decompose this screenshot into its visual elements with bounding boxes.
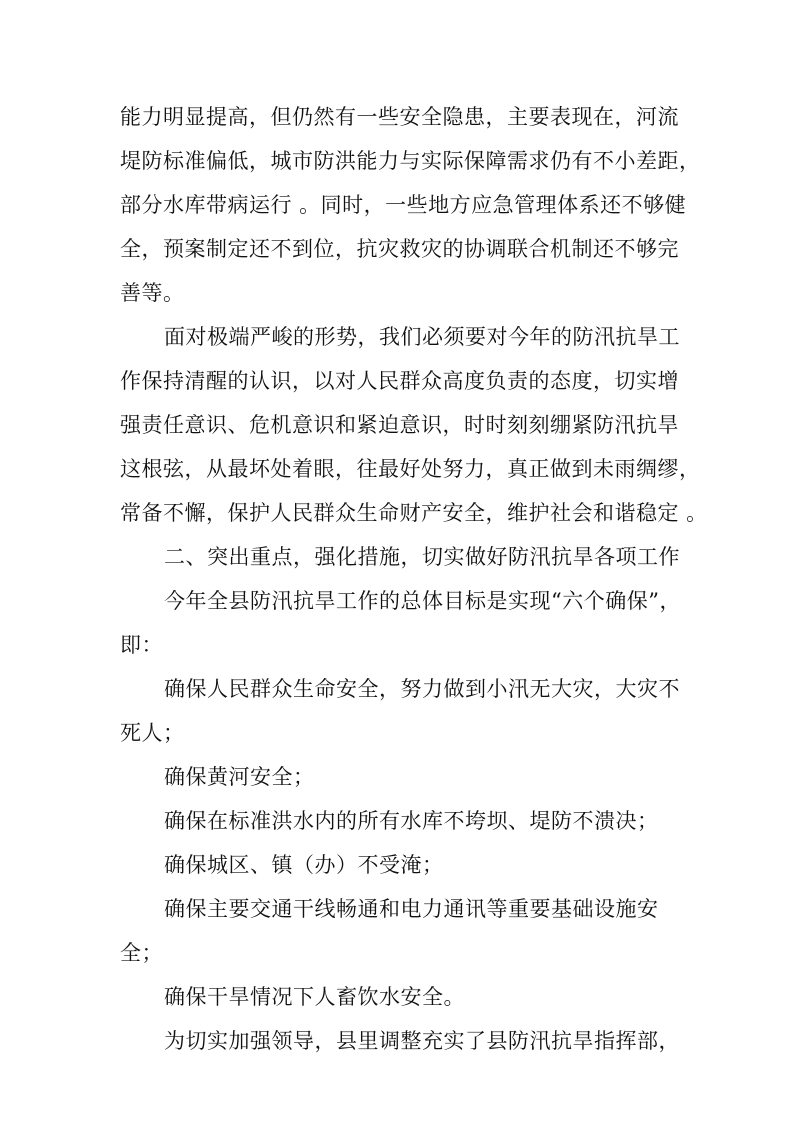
text-line-17: 确保在标准洪水内的所有水库不垮坝、堤防不溃决；	[164, 809, 659, 833]
text-line-13: 即：	[120, 633, 163, 657]
text-line-15: 死人；	[120, 721, 185, 745]
text-line-5: 善等。	[120, 281, 185, 305]
text-line-1: 能力明显提高，但仍然有一些安全隐患，主要表现在，河流	[120, 105, 679, 129]
text-line-3: 部分水库带病运行 。同时，一些地方应急管理体系还不够健	[120, 193, 687, 217]
text-line-12: 今年全县防汛抗旱工作的总体目标是实现“六个确保”，	[164, 589, 681, 613]
text-line-10: 常备不懈，保护人民群众生命财产安全，维护社会和谐稳定 。	[120, 501, 708, 525]
section-heading: 二、突出重点，强化措施，切实做好防汛抗旱各项工作	[164, 545, 680, 569]
text-line-7: 作保持清醒的认识，以对人民群众高度负责的态度，切实增	[120, 369, 679, 393]
text-line-9: 这根弦，从最坏处着眼，往最好处努力，真正做到未雨绸缪，	[120, 457, 701, 481]
text-line-21: 确保干旱情况下人畜饮水安全。	[164, 985, 465, 1009]
text-line-19: 确保主要交通干线畅通和电力通讯等重要基础设施安	[164, 897, 659, 921]
text-line-4: 全，预案制定还不到位，抗灾救灾的协调联合机制还不够完	[120, 237, 679, 261]
text-line-20: 全；	[120, 941, 163, 965]
text-line-22: 为切实加强领导，县里调整充实了县防汛抗旱指挥部，	[164, 1029, 680, 1053]
text-line-6: 面对极端严峻的形势，我们必须要对今年的防汛抗旱工	[164, 325, 680, 349]
text-line-16: 确保黄河安全；	[164, 765, 315, 789]
text-line-8: 强责任意识、危机意识和紧迫意识，时时刻刻绷紧防汛抗旱	[120, 413, 679, 437]
text-line-18: 确保城区、镇（办）不受淹；	[164, 853, 444, 877]
text-line-2: 堤防标准偏低，城市防洪能力与实际保障需求仍有不小差距，	[120, 149, 701, 173]
text-line-14: 确保人民群众生命安全，努力做到小汛无大灾，大灾不	[164, 677, 680, 701]
